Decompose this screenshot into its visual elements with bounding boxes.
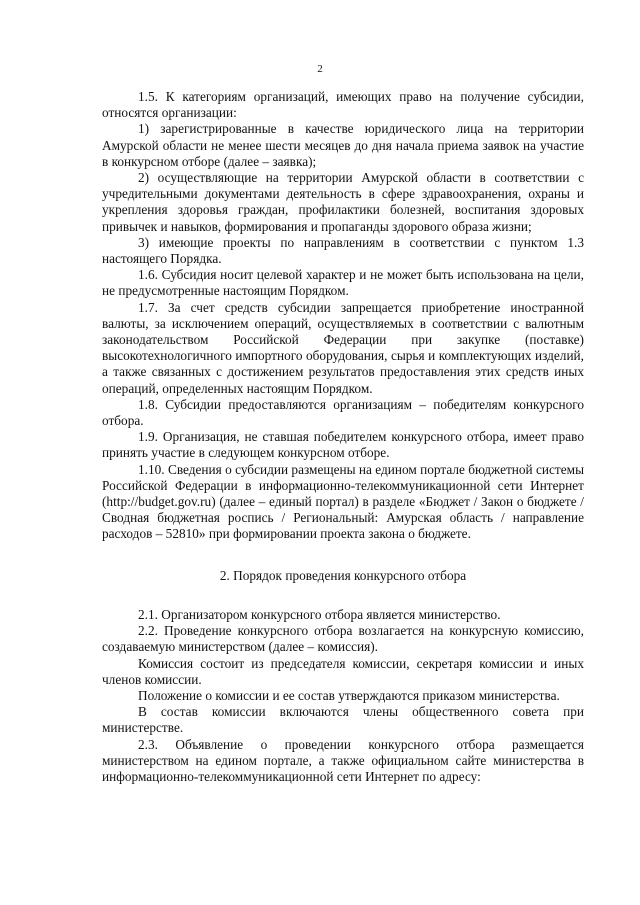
paragraph-1-5-item-2: 2) осуществляющие на территории Амурской области в соответствии с учредительными документами деятельность в сфере здравоохранения, охраны и укрепления здоровья граждан, профилактики болезней, воспитания здоровых привычек и навыков, формирования и пропаганды здорового образа жизни; (102, 170, 584, 234)
paragraph-2-1: 2.1. Организатором конкурсного отбора является министерство. (138, 606, 501, 622)
paragraph-1-5-item-3: 3) имеющие проекты по направлениям в соответствии с пунктом 1.3 настоящего Порядка. (102, 234, 584, 267)
paragraph-1-5-item-1: 1) зарегистрированные в качестве юридического лица на территории Амурской области не менее шести месяцев до дня начала приема заявок на участие в конкурсном отборе (далее – заявка); (102, 121, 584, 169)
paragraph-1-10: 1.10. Сведения о субсидии размещены на едином портале бюджетной системы Российской Федерации в информационно-телекоммуникационной сети Интернет (http://budget.gov.ru) (далее – единый портал) в разделе «Бюджет / Закон о бюджете / Сводная бюджетная роспись / Региональный: Амурская область / направление расходов – 52810» при формировании проекта закона о бюджете. (102, 461, 584, 542)
paragraph-2-3: 2.3. Объявление о проведении конкурсного отбора размещается министерством на едином портале, а также официальном сайте министерства в информационно-телекоммуникационной сети Интернет по адресу: (102, 736, 584, 784)
page-number: 2 (317, 63, 323, 75)
paragraph-1-8: 1.8. Субсидии предоставляются организациям – победителям конкурсного отбора. (102, 396, 584, 429)
paragraph-2-2: 2.2. Проведение конкурсного отбора возлагается на конкурсную комиссию, создаваемую министерством (далее – комиссия). (102, 623, 584, 655)
paragraph-1-9: 1.9. Организация, не ставшая победителем конкурсного отбора, имеет право принять участие в следующем конкурсном отборе. (102, 429, 584, 461)
paragraph-public-council: В состав комиссии включаются члены общественного совета при министерстве. (102, 704, 584, 736)
section-title: 2. Порядок проведения конкурсного отбора (219, 567, 467, 583)
paragraph-commission-regulation: Положение о комиссии и ее состав утверждаются приказом министерства. (138, 687, 560, 703)
document-body (102, 89, 584, 785)
paragraph-1-5: 1.5. К категориям организаций, имеющих право на получение субсидии, относятся организации: (102, 89, 584, 121)
paragraph-1-7: 1.7. За счет средств субсидии запрещается приобретение иностранной валюты, за исключением операций, осуществляемых в соответствии с валютным законодательством Российской Федерации при закупке (поставке) высокотехнологичного импортного оборудования, сырья и комплектующих изделий, а также связанных с достижением результатов предоставления этих средств иных операций, определенных настоящим Порядком. (102, 299, 584, 396)
paragraph-1-6: 1.6. Субсидия носит целевой характер и не может быть использована на цели, не предусмотренные настоящим Порядком. (102, 267, 584, 299)
paragraph-commission-composition: Комиссия состоит из председателя комиссии, секретаря комиссии и иных членов комиссии. (102, 655, 584, 687)
